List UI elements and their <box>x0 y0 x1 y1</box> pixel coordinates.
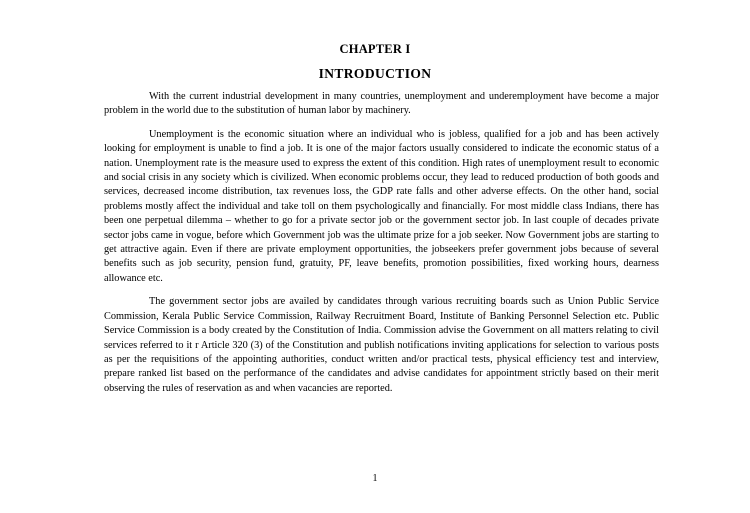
chapter-label: CHAPTER I <box>339 42 411 56</box>
chapter-heading: INTRODUCTION <box>318 66 432 81</box>
body-text <box>104 90 659 396</box>
paragraph-3: The government sector jobs are availed by candidates through various recruiting boards such as Union Public Service Commission, Kerala Public Service Commission, Railway Recruitment Board, Institute of Banking Personnel Selection etc. Public Service Commission is a body created by the Constitution of India. Commission advise the Government on all matters relating to civil services referred to it r Article 320 (3) of the Constitution and publish notifications inviting applications for selection to various posts as per the requisitions of the appointing authorities, conduct written and/or practical tests, physical efficiency test and interview, prepare ranked list based on the performance of the candidates and advise candidates for appointment strictly based on their merit observing the rules of reservation as and when vacancies are reported. <box>104 296 659 394</box>
paragraph-2: Unemployment is the economic situation where an individual who is jobless, qualified for a job and has been actively looking for employment is unable to find a job. It is one of the major factors usually considered to indicate the economic status of a nation. Unemployment rate is the measure used to express the extent of this condition. High rates of unemployment result to economic and social crisis in any society which is civilized. When economic problems occur, they lead to reduced production of both goods and services, decreased income distribution, tax revenues loss, the GDP rate falls and other adverse effects. On the other hand, social problems mostly affect the individual and take toll on them psychologically and financially. For most middle class Indians, there has been one perpetual dilemma – whether to go for a private sector job or the government sector job. In last couple of decades private sector jobs came in vogue, before which Government job was the ultimate prize for a job seeker. Now Government jobs are starting to get attractive again. Even if there are private employment opportunities, the jobseekers prefer government jobs because of several benefits such as job security, pension fund, gratuity, PF, leave benefits, promotion possibilities, fixed working hours, dearness allowance etc. <box>104 128 659 284</box>
page-number: 1 <box>372 473 378 484</box>
paragraph-1: With the current industrial development in many countries, unemployment and underemployment have become a major problem in the world due to the substitution of human labor by machinery. <box>104 91 659 117</box>
